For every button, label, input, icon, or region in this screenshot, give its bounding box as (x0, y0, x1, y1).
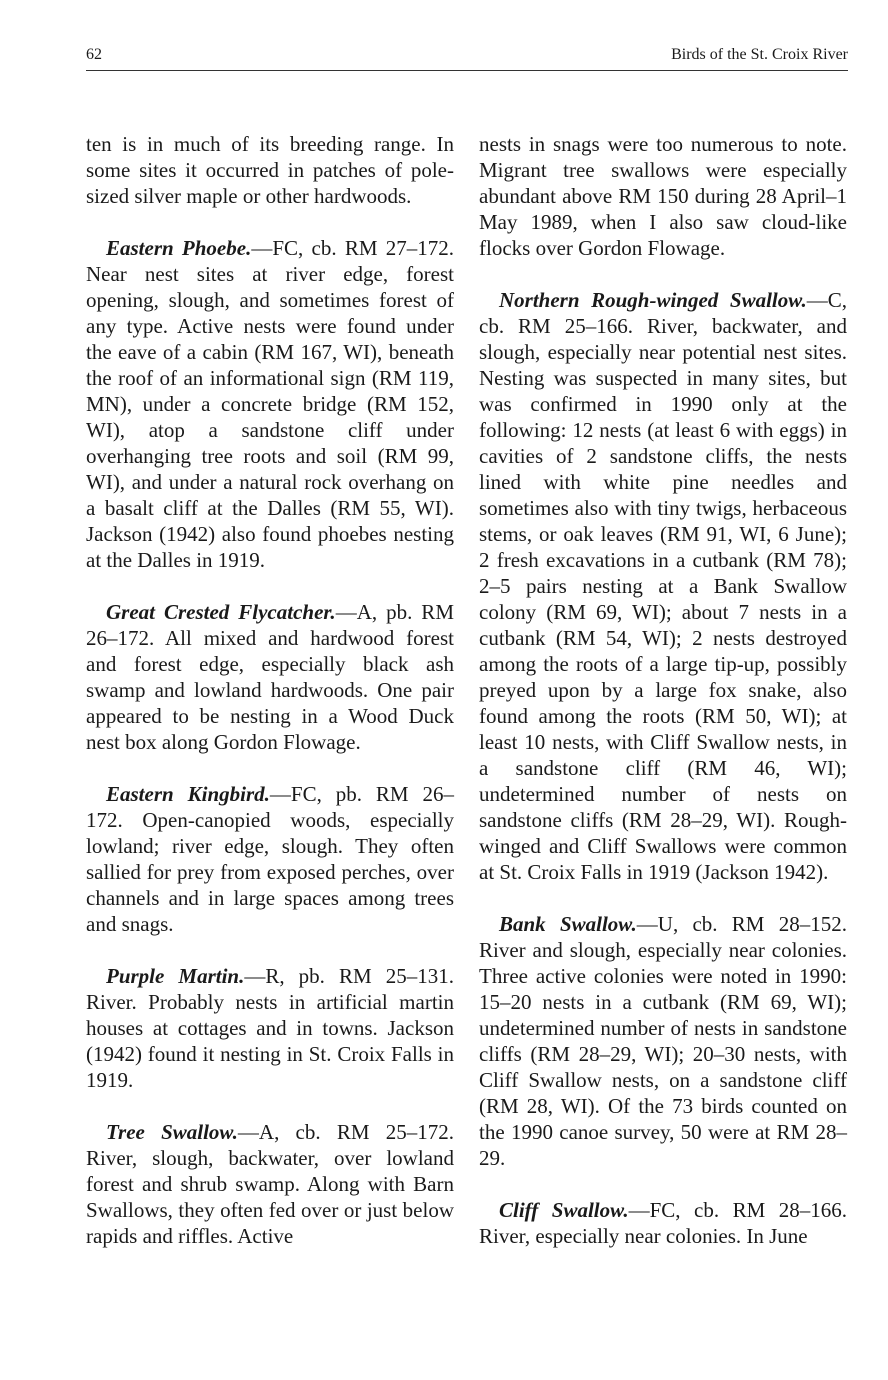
page-number: 62 (86, 46, 102, 63)
species-entry-purple-martin (86, 963, 454, 1093)
species-name: Cliff Swallow. (499, 1198, 629, 1222)
species-entry-bank-swallow (479, 911, 847, 1171)
header-rule (86, 70, 848, 71)
left-column (86, 131, 454, 1275)
species-text: —A, cb. RM 25–172. River, slough, backwater, over lowland forest and shrub swamp. Along with Barn Swallows, they often fed over or just below rapids and riffles. Active (86, 1120, 454, 1248)
continued-paragraph: ten is in much of its breeding range. In some sites it occurred in patches of pole-sized silver maple or other hardwoods. (86, 132, 454, 208)
species-text: —C, cb. RM 25–166. River, backwater, and slough, especially near potential nest sites. Nesting was suspected in many sites, but was confirmed in 1990 only at the following: 12 nests (at least 6 with eggs) in cavities of 2 sandstone cliffs, the nests lined with white pine needles and sometimes also with tiny twigs, herbaceous stems, or oak leaves (RM 91, WI, 6 June); 2 fresh excavations in a cutbank (RM 78); 2–5 pairs nesting at a Bank Swallow colony (RM 69, WI); about 7 nests in a cutbank (RM 54, WI); 2 nests destroyed among the roots of a large tip-up, possibly preyed upon by a large fox snake, also found among the roots (RM 50, WI); at least 10 nests, with Cliff Swallow nests, in a sandstone cliff (RM 46, WI); undetermined number of nests on sandstone cliffs (RM 28–29, WI). Rough-winged and Cliff Swallows were common at St. Croix Falls in 1919 (Jackson 1942). (479, 288, 847, 884)
species-entry-tree-swallow (86, 1119, 454, 1249)
right-column (479, 131, 847, 1275)
species-text: —FC, cb. RM 28–166. River, especially near colonies. In June (479, 1198, 847, 1248)
running-header (86, 46, 848, 66)
species-text: —U, cb. RM 28–152. River and slough, especially near colonies. Three active colonies were noted in 1990: 15–20 nests in a cutbank (RM 69, WI); undetermined number of nests in sandstone cliffs (RM 28–29, WI); 20–30 nests, with Cliff Swallow nests, on a sandstone cliff (RM 28, WI). Of the 73 birds counted on the 1990 canoe survey, 50 were at RM 28–29. (479, 912, 847, 1170)
species-text: —R, pb. RM 25–131. River. Probably nests in artificial martin houses at cottages and in towns. Jackson (1942) found it nesting in St. Croix Falls in 1919. (86, 964, 455, 1092)
species-entry-eastern-phoebe (86, 235, 454, 573)
species-text: —FC, pb. RM 26–172. Open-canopied woods, especially lowland; river edge, slough. They often sallied for prey from exposed perches, over channels and in large spaces among trees and snags. (86, 782, 454, 936)
species-name: Northern Rough-winged Swallow. (499, 288, 807, 312)
species-entry-eastern-kingbird (86, 781, 454, 937)
species-name: Great Crested Flycatcher. (106, 600, 336, 624)
species-name: Purple Martin. (106, 964, 245, 988)
species-entry-great-crested-flycatcher (86, 599, 454, 755)
species-name: Eastern Phoebe. (106, 236, 252, 260)
species-entry-cliff-swallow (479, 1197, 847, 1249)
running-title: Birds of the St. Croix River (671, 46, 848, 63)
species-text: —A, pb. RM 26–172. All mixed and hardwood forest and forest edge, especially black ash swamp and lowland hardwoods. One pair appeared to be nesting in a Wood Duck nest box along Gordon Flowage. (86, 600, 454, 754)
continued-paragraph: nests in snags were too numerous to note. Migrant tree swallows were especially abundant above RM 150 during 28 April–1 May 1989, when I also saw cloud-like flocks over Gordon Flowage. (479, 132, 847, 260)
species-name: Eastern Kingbird. (106, 782, 270, 806)
species-entry-northern-rough-winged-swallow (479, 287, 847, 885)
species-name: Tree Swallow. (106, 1120, 238, 1144)
species-text: —FC, cb. RM 27–172. Near nest sites at river edge, forest opening, slough, and sometimes forest of any type. Active nests were found under the eave of a cabin (RM 167, WI), beneath the roof of an informational sign (RM 119, MN), under a concrete bridge (RM 152, WI), atop a sandstone cliff under overhanging tree roots and soil (RM 99, WI), and under a natural rock overhang on a basalt cliff at the Dalles (RM 55, WI). Jackson (1942) also found phoebes nesting at the Dalles in 1919. (86, 236, 454, 572)
species-name: Bank Swallow. (499, 912, 637, 936)
